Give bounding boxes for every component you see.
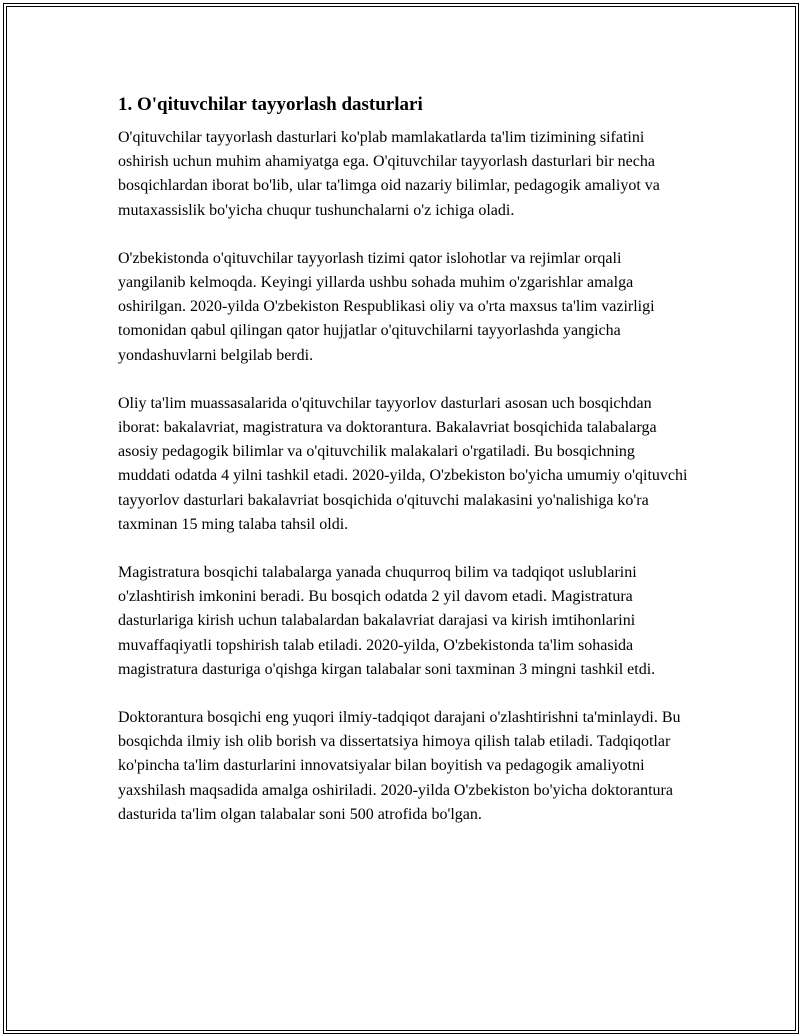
- paragraph-reforms: O'zbekistonda o'qituvchilar tayyorlash tizimi qator islohotlar va rejimlar orqali yangilanib kelmoqda. Keyingi yillarda ushbu sohada muhim o'zgarishlar amalga oshirilgan. 2020-yilda O'zbekiston Respublikasi oliy va o'rta maxsus ta'lim vazirligi tomonidan qabul qilingan qator hujjatlar o'qituvchilarni tayyorlashda yangicha yondashuvlarni belgilab berdi.: [118, 249, 655, 364]
- paragraph-intro: O'qituvchilar tayyorlash dasturlari ko'plab mamlakatlarda ta'lim tizimining sifatini oshirish uchun muhim ahamiyatga ega. O'qituvchilar tayyorlash dasturlari bir necha bosqichlardan iborat bo'lib, ular ta'limga oid nazariy bilimlar, pedagogik amaliyot va mutaxassislik bo'yicha chuqur tushunchalarni o'z ichiga oladi.: [118, 129, 660, 219]
- section-heading: 1. O'qituvchilar tayyorlash dasturlari: [118, 94, 423, 115]
- document-body: [118, 92, 688, 851]
- paragraph-bachelor: Oliy ta'lim muassasalarida o'qituvchilar tayyorlov dasturlari asosan uch bosqichdan iborat: bakalavriat, magistratura va doktorantura. Bakalavriat bosqichida talabalarga asosiy pedagogik bilimlar va o'qituvchilik malakalari o'rgatiladi. Bu bosqichning muddati odatda 4 yilni tashkil etadi. 2020-yilda, O'zbekiston bo'yicha umumiy o'qituvchi tayyorlov dasturlari bakalavriat bosqichida o'qituvchi malakasini yo'nalishiga ko'ra taxminan 15 ming talaba tahsil oldi.: [118, 394, 688, 533]
- paragraph-master: Magistratura bosqichi talabalarga yanada chuqurroq bilim va tadqiqot uslublarini o'zlashtirish imkonini beradi. Bu bosqich odatda 2 yil davom etadi. Magistratura dasturlariga kirish uchun talabalardan bakalavriat darajasi va kirish imtihonlarini muvaffaqiyatli topshirish talab etiladi. 2020-yilda, O'zbekistonda ta'lim sohasida magistratura dasturiga o'qishga kirgan talabalar soni taxminan 3 mingni tashkil etdi.: [118, 564, 656, 678]
- paragraph-doctorate: Doktorantura bosqichi eng yuqori ilmiy-tadqiqot darajani o'zlashtirishni ta'minlaydi. Bu bosqichda ilmiy ish olib borish va dissertatsiya himoya qilish talab etiladi. Tadqiqotlar ko'pincha ta'lim dasturlarini innovatsiyalar bilan boyitish va pedagogik amaliyotni yaxshilash maqsadida amalga oshiriladi. 2020-yilda O'zbekiston bo'yicha doktorantura dasturida ta'lim olgan talabalar soni 500 atrofida bo'lgan.: [118, 709, 681, 823]
